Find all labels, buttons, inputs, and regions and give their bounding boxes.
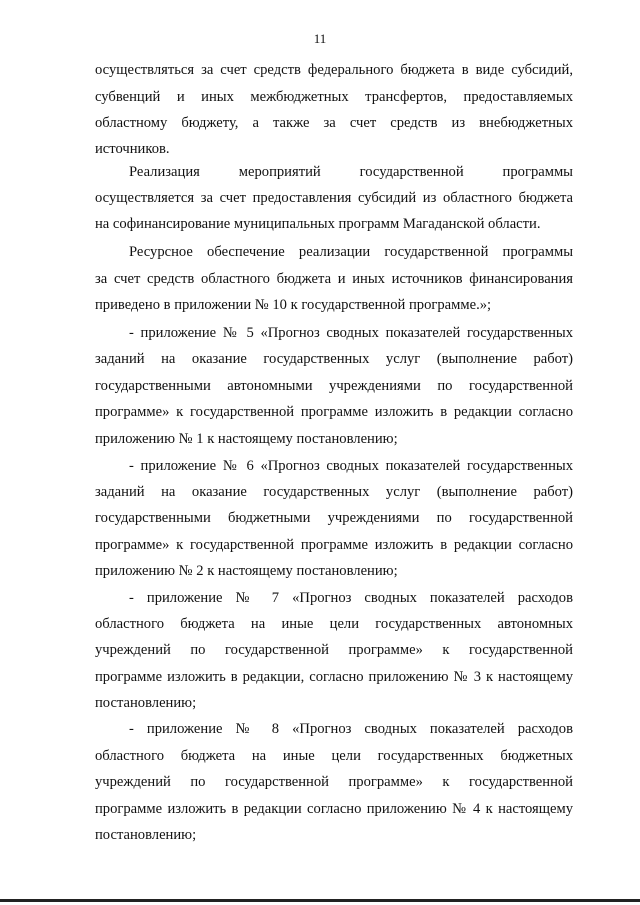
text-line: Ресурсное обеспечение реализации государственной программы — [129, 244, 573, 260]
text-line: учреждений по государственной программе» к государственной — [95, 642, 573, 658]
text-line: государственными бюджетными учреждениями по государственной — [95, 510, 573, 526]
text-line: приложению № 2 к настоящему постановлению; — [95, 563, 398, 579]
text-line: источников. — [95, 141, 170, 157]
text-line: Реализация мероприятий государственной программы — [129, 164, 573, 180]
text-line: программе изложить в редакции, согласно приложению № 3 к настоящему — [95, 669, 573, 685]
text-line: - приложение № 6 «Прогноз сводных показателей государственных — [129, 458, 573, 474]
text-line: учреждений по государственной программе» к государственной — [95, 774, 573, 790]
text-line: - приложение № 7 «Прогноз сводных показателей расходов — [129, 590, 573, 606]
text-line: субвенций и иных межбюджетных трансфертов, предоставляемых — [95, 89, 573, 105]
text-line: заданий на оказание государственных услуг (выполнение работ) — [95, 351, 573, 367]
text-line: государственными автономными учреждениями по государственной — [95, 378, 573, 394]
text-line: заданий на оказание государственных услуг (выполнение работ) — [95, 484, 573, 500]
text-line: областного бюджета на иные цели государственных бюджетных — [95, 748, 573, 764]
text-line: областному бюджету, а также за счет средств из внебюджетных — [95, 115, 573, 131]
text-line: приложению № 1 к настоящему постановлению; — [95, 431, 398, 447]
page-number: 11 — [313, 31, 327, 46]
text-line: на софинансирование муниципальных программ Магаданской области. — [95, 216, 541, 232]
text-line: - приложение № 8 «Прогноз сводных показателей расходов — [129, 721, 573, 737]
text-line: программе» к государственной программе изложить в редакции согласно — [95, 537, 573, 553]
text-line: приведено в приложении № 10 к государственной программе.»; — [95, 297, 492, 313]
text-line: постановлению; — [95, 827, 197, 843]
text-line: областного бюджета на иные цели государственных автономных — [95, 616, 573, 632]
text-line: - приложение № 5 «Прогноз сводных показателей государственных — [129, 325, 573, 341]
text-line: программе» к государственной программе изложить в редакции согласно — [95, 404, 573, 420]
text-line: за счет средств областного бюджета и иных источников финансирования — [95, 271, 573, 287]
text-line: постановлению; — [95, 695, 197, 711]
text-line: осуществляться за счет средств федерального бюджета в виде субсидий, — [95, 62, 573, 78]
page-bottom-edge — [0, 899, 640, 902]
text-line: осуществляется за счет предоставления субсидий из областного бюджета — [95, 190, 573, 206]
text-line: программе изложить в редакции согласно приложению № 4 к настоящему — [95, 801, 573, 817]
